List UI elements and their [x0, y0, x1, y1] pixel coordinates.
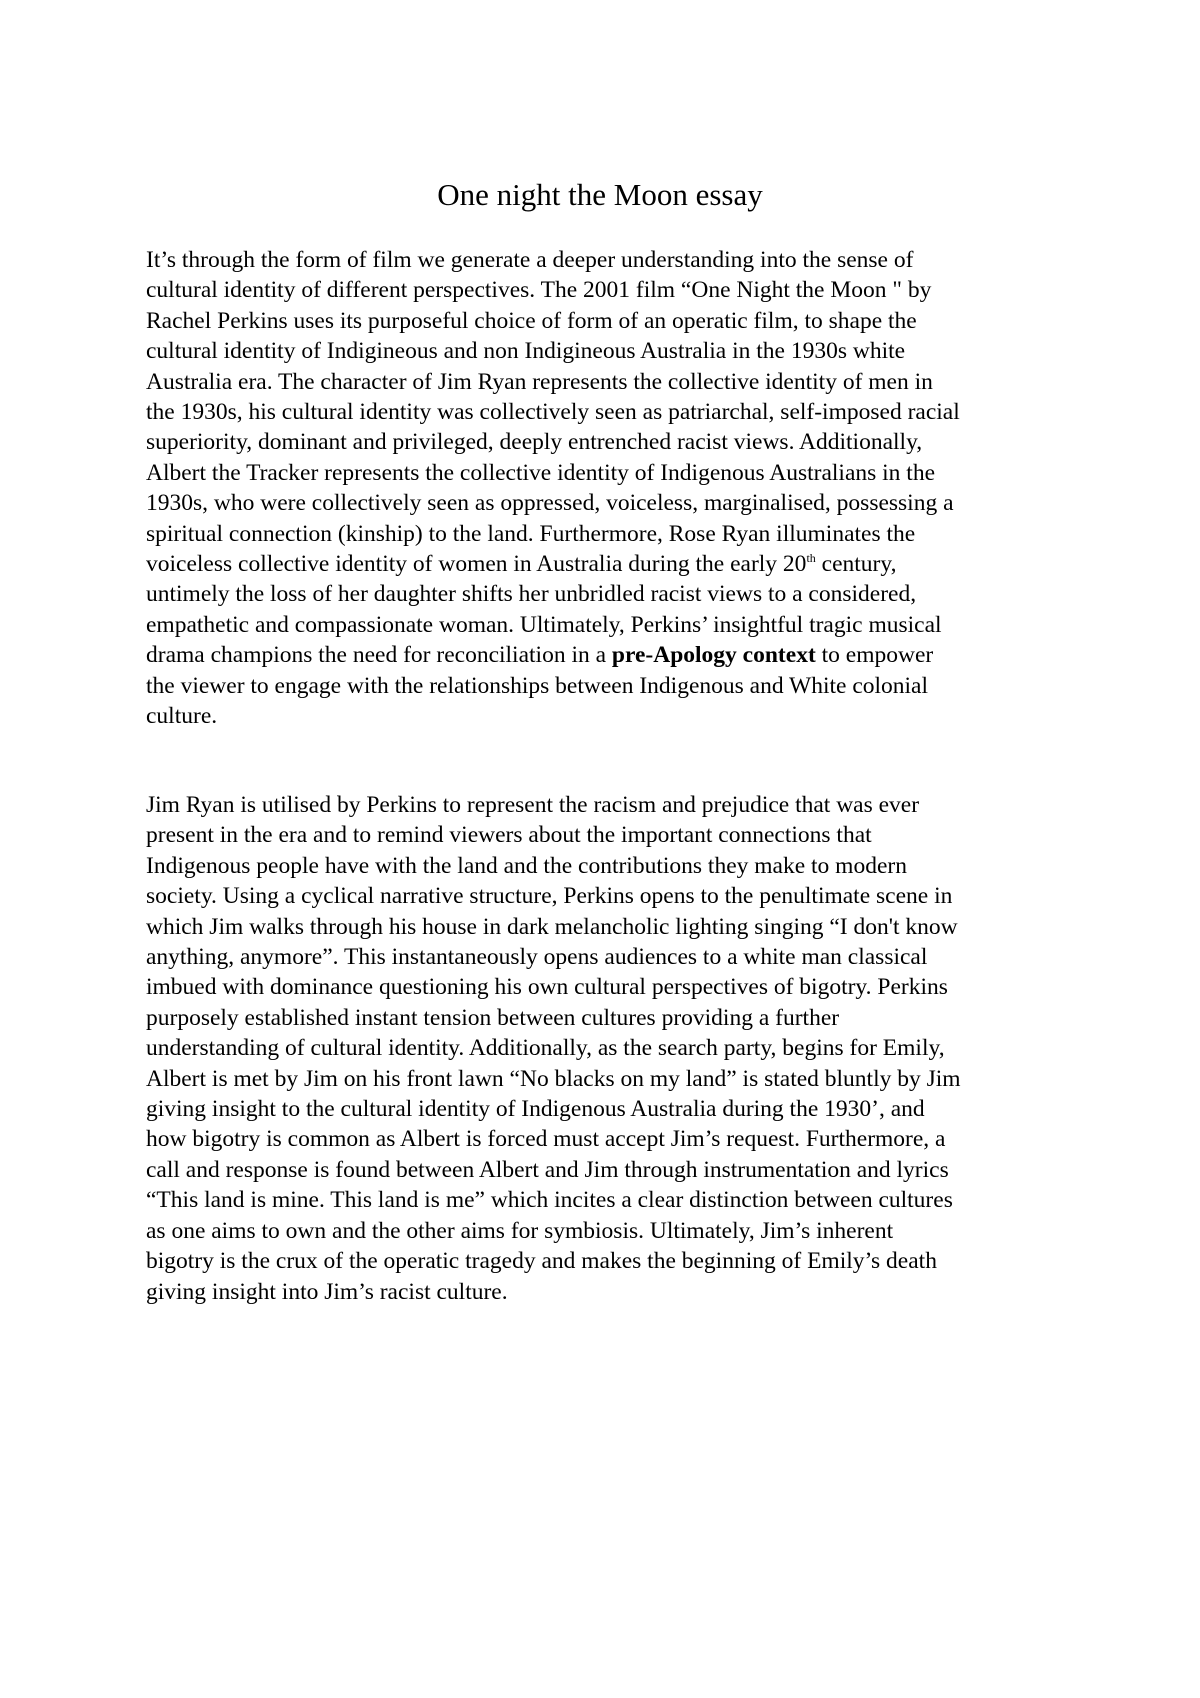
line-text: to empower — [815, 642, 934, 669]
paragraph-line: present in the era and to remind viewers about the important connections that — [146, 822, 872, 849]
paragraph-line: as one aims to own and the other aims for symbiosis. Ultimately, Jim’s inherent — [146, 1217, 894, 1244]
paragraph-line: bigotry is the crux of the operatic tragedy and makes the beginning of Emily’s death — [146, 1248, 937, 1275]
paragraph-line: imbued with dominance questioning his own cultural perspectives of bigotry. Perkins — [146, 974, 948, 1001]
bold-phrase: pre-Apology context — [611, 642, 816, 669]
paragraph-line: superiority, dominant and privileged, deeply entrenched racist views. Additionally, — [146, 429, 923, 456]
paragraph-line — [146, 549, 1066, 579]
line-text: voiceless collective identity of women in Australia during the early 20 — [146, 551, 807, 578]
paragraph-line: Rachel Perkins uses its purposeful choice of form of an operatic film, to shape the — [146, 307, 917, 334]
paragraph-line: purposely established instant tension between cultures providing a further — [146, 1004, 840, 1031]
paragraph-line: society. Using a cyclical narrative structure, Perkins opens to the penultimate scene in — [146, 883, 953, 910]
paragraph-introduction — [146, 245, 1066, 732]
paragraph-line: 1930s, who were collectively seen as oppressed, voiceless, marginalised, possessing a — [146, 490, 954, 517]
ordinal-superscript: th — [806, 551, 816, 566]
paragraph-line: empathetic and compassionate woman. Ultimately, Perkins’ insightful tragic musical — [146, 611, 942, 638]
paragraph-line: giving insight into Jim’s racist culture. — [146, 1278, 508, 1305]
paragraph-line: anything, anymore”. This instantaneously opens audiences to a white man classical — [146, 944, 928, 971]
paragraph-line: understanding of cultural identity. Additionally, as the search party, begins for Emily, — [146, 1035, 945, 1062]
paragraph-body — [146, 790, 1066, 1307]
paragraph-line: the 1930s, his cultural identity was collectively seen as patriarchal, self-imposed racial — [146, 399, 960, 426]
paragraph-line: Albert the Tracker represents the collective identity of Indigenous Australians in the — [146, 459, 936, 486]
paragraph-line: culture. — [146, 703, 218, 730]
paragraph-line: Indigenous people have with the land and the contributions they make to modern — [146, 852, 907, 879]
paragraph-line — [146, 640, 1066, 670]
essay-title: One night the Moon essay — [437, 177, 763, 212]
paragraph-line: Albert is met by Jim on his front lawn “No blacks on my land” is stated bluntly by Jim — [146, 1065, 961, 1092]
line-text: century, — [815, 551, 897, 578]
paragraph-line: Jim Ryan is utilised by Perkins to represent the racism and prejudice that was ever — [146, 792, 920, 818]
paragraph-line: It’s through the form of film we generate a deeper understanding into the sense of — [146, 247, 914, 273]
paragraph-line: cultural identity of Indigineous and non Indigineous Australia in the 1930s white — [146, 338, 906, 365]
paragraph-line: “This land is mine. This land is me” which incites a clear distinction between cultures — [146, 1187, 953, 1214]
paragraph-line: Australia era. The character of Jim Ryan represents the collective identity of men in — [146, 368, 933, 395]
line-text: drama champions the need for reconciliation in a — [146, 642, 612, 669]
paragraph-line: giving insight to the cultural identity of Indigenous Australia during the 1930’, and — [146, 1096, 925, 1123]
paragraph-line: untimely the loss of her daughter shifts her unbridled racist views to a considered, — [146, 581, 917, 608]
paragraph-line: how bigotry is common as Albert is forced must accept Jim’s request. Furthermore, a — [146, 1126, 946, 1153]
paragraph-line: spiritual connection (kinship) to the land. Furthermore, Rose Ryan illuminates the — [146, 520, 916, 547]
paragraph-line: call and response is found between Albert and Jim through instrumentation and lyrics — [146, 1156, 949, 1183]
paragraph-line: which Jim walks through his house in dark melancholic lighting singing “I don't know — [146, 913, 958, 940]
paragraph-line: the viewer to engage with the relationships between Indigenous and White colonial — [146, 672, 929, 699]
paragraph-line: cultural identity of different perspectives. The 2001 film “One Night the Moon " by — [146, 277, 932, 304]
